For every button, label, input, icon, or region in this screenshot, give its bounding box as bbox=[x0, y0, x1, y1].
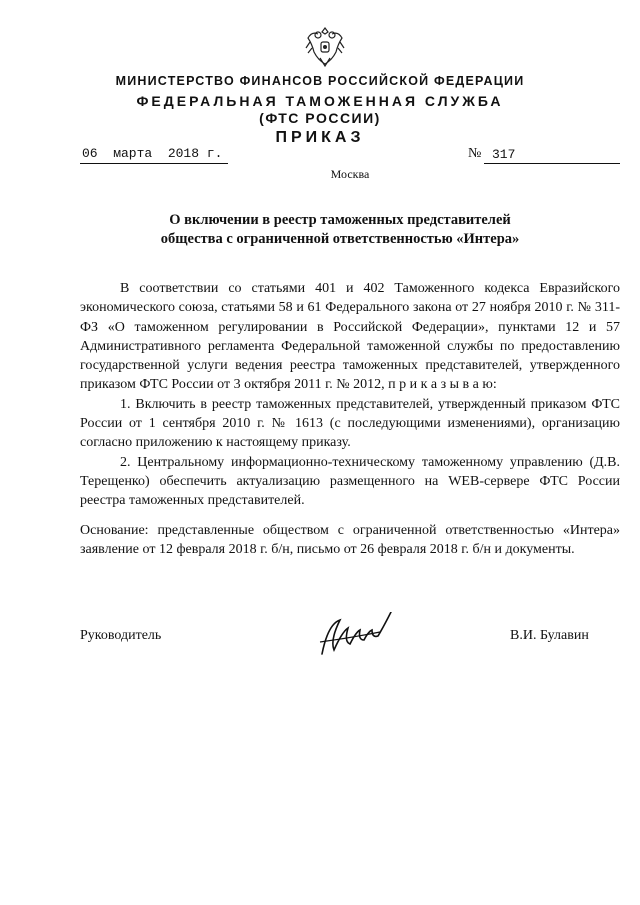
number-sign: № bbox=[468, 146, 482, 161]
basis-section bbox=[80, 521, 620, 560]
document-number: 317 bbox=[492, 147, 516, 162]
order-item-1: 1. Включить в реестр таможенных представителей, утвержденный приказом ФТС России от 1 сентября 2010 г. № 1613 (с последующими изменениями), организацию согласно приложению к настоящему приказу. bbox=[80, 396, 620, 451]
basis-paragraph: Основание: представленные обществом с ограниченной ответственностью «Интера» заявление от 12 февраля 2018 г. б/н, письмо от 26 февраля 2018 г. б/н и документы. bbox=[80, 523, 620, 558]
document-title bbox=[60, 211, 620, 249]
service-name: ФЕДЕРАЛЬНАЯ ТАМОЖЕННАЯ СЛУЖБА bbox=[136, 93, 504, 109]
document-type: ПРИКАЗ bbox=[275, 129, 365, 146]
handwritten-signature-icon bbox=[318, 612, 418, 662]
signatory-name: В.И. Булавин bbox=[510, 628, 589, 643]
title-line-1: О включении в реестр таможенных представителей bbox=[169, 212, 511, 228]
order-item-2: 2. Центральному информационно-техническому таможенному управлению (Д.В. Терещенко) обеспечить актуализацию размещенного на WEB-сервере ФТС России реестра таможенных представителей. bbox=[80, 454, 620, 509]
document-body bbox=[80, 279, 620, 511]
ministry-name: МИНИСТЕРСТВО ФИНАНСОВ РОССИЙСКОЙ ФЕДЕРАЦИИ bbox=[115, 74, 525, 88]
title-line-2: общества с ограниченной ответственностью «Интера» bbox=[160, 231, 520, 247]
document-city: Москва bbox=[330, 167, 370, 181]
document-date: 06 марта 2018 г. bbox=[82, 146, 223, 161]
service-short-name: (ФТС РОССИИ) bbox=[259, 110, 381, 126]
preamble-paragraph: В соответствии со статьями 401 и 402 Таможенного кодекса Евразийского экономического союза, статьями 58 и 61 Федерального закона от 27 ноября 2010 г. № 311-ФЗ «О таможенном регулировании в Российской Федерации», пунктами 12 и 57 Административного регламента Федеральной таможенной службы по предоставлению государственной услуги ведения реестра таможенных представителей, утвержденного приказом ФТС России от 3 октября 2011 г. № 2012, п р и к а з ы в а ю: bbox=[80, 281, 620, 393]
signatory-role: Руководитель bbox=[80, 628, 162, 643]
coat-of-arms-icon bbox=[300, 22, 350, 72]
